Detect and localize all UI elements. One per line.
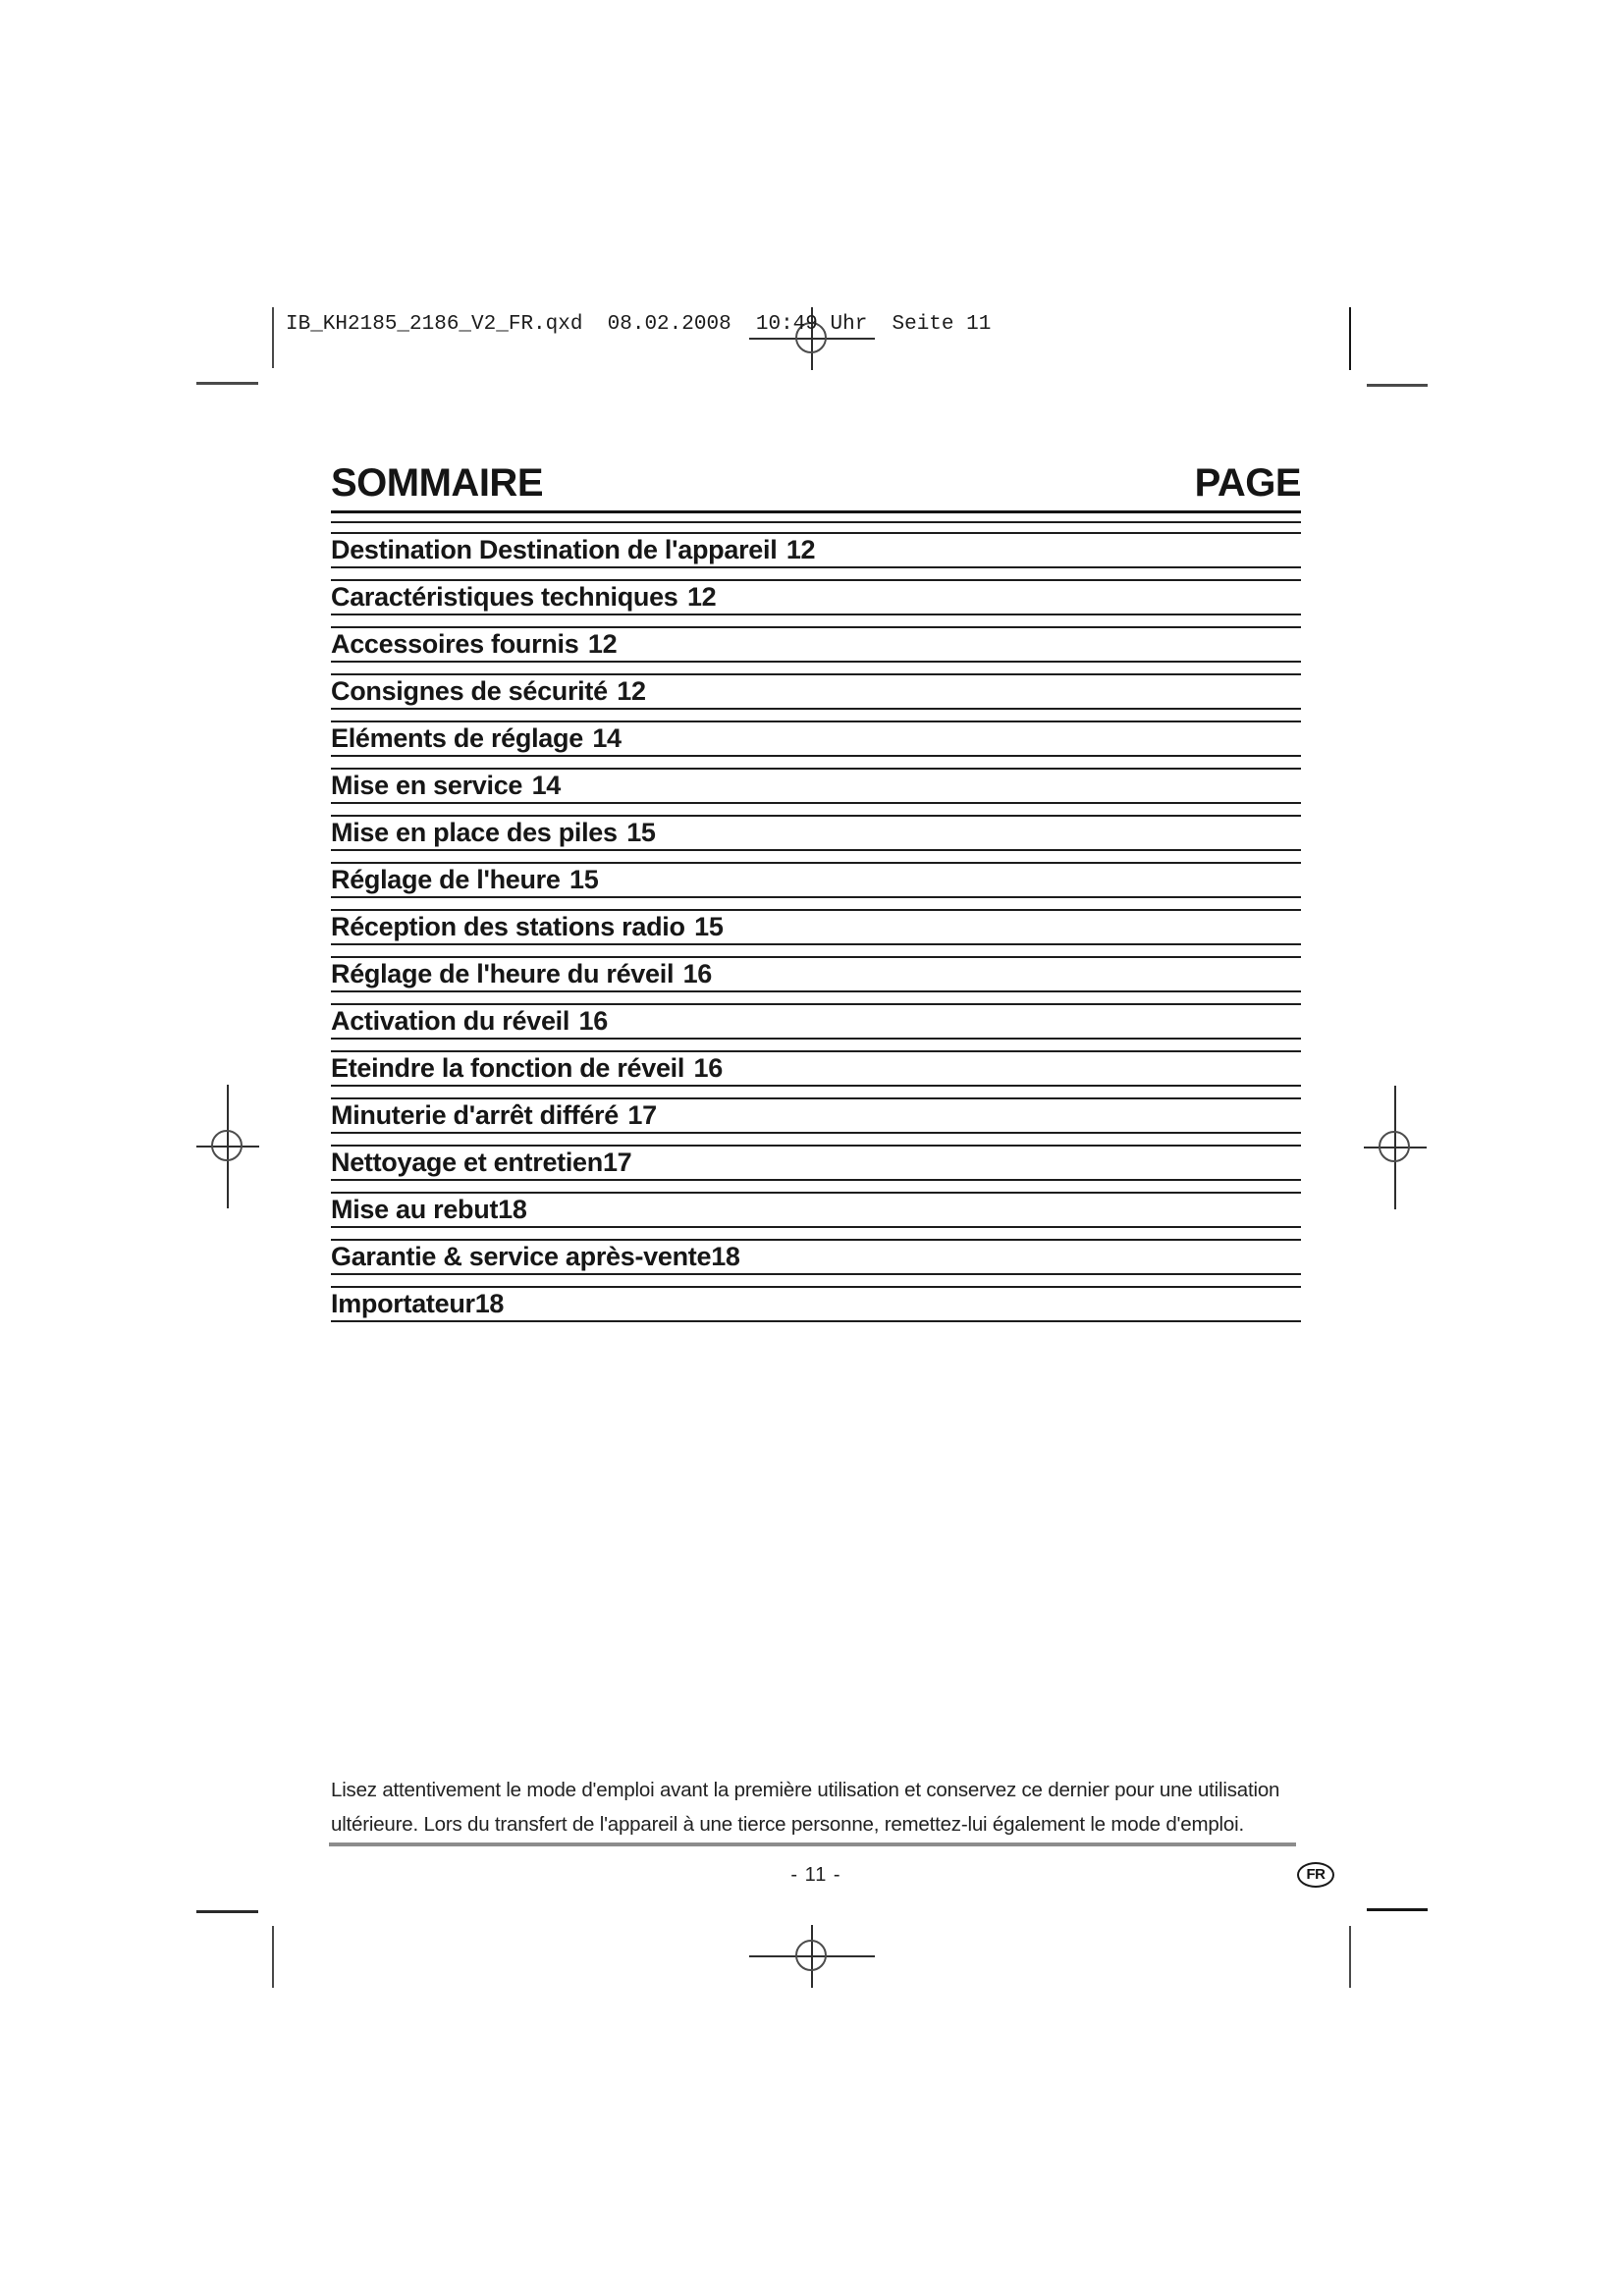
toc-row xyxy=(331,815,1301,851)
toc-entry-label: Activation du réveil xyxy=(331,1006,570,1036)
crop-mark-bottom-left-horizontal xyxy=(196,1910,258,1913)
toc-entry-page: 14 xyxy=(592,723,622,753)
toc-row xyxy=(331,532,1301,568)
toc-row xyxy=(331,1145,1301,1181)
toc-entry-page: 16 xyxy=(693,1053,723,1083)
toc-entry-label: Mise en service xyxy=(331,771,523,800)
toc-row xyxy=(331,673,1301,710)
toc-entry-page: 14 xyxy=(531,771,562,800)
crop-mark-top-right-horizontal xyxy=(1367,384,1428,387)
toc-row xyxy=(331,1286,1301,1322)
toc-entry-label: Mise au rebut xyxy=(331,1195,499,1224)
footer-divider-rule xyxy=(329,1842,1296,1846)
toc-entry-page: 17 xyxy=(603,1147,1301,1181)
toc-row xyxy=(331,862,1301,898)
crop-mark-bottom-right-horizontal xyxy=(1367,1908,1428,1911)
toc-entry-page: 17 xyxy=(627,1100,657,1130)
usage-note-line: ultérieure. Lors du transfert de l'appareil à une tierce personne, remettez-lui également le mode d'emploi. xyxy=(331,1813,1244,1836)
toc-entry-page: 16 xyxy=(578,1006,608,1036)
registration-mark-right-middle xyxy=(1331,1084,1459,1211)
crop-mark-bottom-left-vertical xyxy=(272,1926,274,1988)
registration-circle xyxy=(795,1940,827,1971)
toc-entry-page: 18 xyxy=(711,1241,1301,1275)
registration-mark-top-center xyxy=(748,275,876,402)
crop-mark-bottom-right-vertical xyxy=(1349,1926,1351,1988)
toc-row xyxy=(331,1003,1301,1040)
toc-entry-label: Garantie & service après-vente xyxy=(331,1242,712,1271)
toc-entry-label: Réglage de l'heure du réveil xyxy=(331,959,675,988)
table-of-contents xyxy=(331,461,1301,1333)
toc-row xyxy=(331,579,1301,615)
toc-title-underline xyxy=(331,521,1301,523)
toc-row xyxy=(331,1097,1301,1134)
toc-entry-label: Réception des stations radio xyxy=(331,912,685,941)
toc-entry-page: 12 xyxy=(785,535,816,564)
toc-entry-page: 18 xyxy=(475,1288,1301,1322)
crop-mark-top-left-vertical xyxy=(272,307,274,368)
toc-entry-page: 12 xyxy=(686,582,717,612)
page-number: - 11 - xyxy=(790,1864,841,1886)
crop-mark-top-right-vertical xyxy=(1349,307,1351,370)
language-badge-fr: FR xyxy=(1297,1862,1334,1888)
print-job-header: IB_KH2185_2186_V2_FR.qxd 08.02.2008 10:49 Uhr Seite 11 xyxy=(286,313,992,336)
registration-circle xyxy=(211,1130,243,1161)
toc-entry-label: Eteindre la fonction de réveil xyxy=(331,1053,685,1083)
toc-entry-label: Eléments de réglage xyxy=(331,723,583,753)
toc-entry-page: 15 xyxy=(626,818,656,847)
registration-mark-bottom-center xyxy=(748,1893,876,2020)
page-column-header: PAGE xyxy=(1194,461,1301,505)
registration-circle xyxy=(1379,1131,1410,1162)
usage-note xyxy=(331,1773,1303,1842)
toc-entry-label: Consignes de sécurité xyxy=(331,676,608,706)
crop-mark-top-left-horizontal xyxy=(196,382,258,385)
toc-title: SOMMAIRE xyxy=(331,461,543,505)
toc-row xyxy=(331,956,1301,992)
toc-row xyxy=(331,1050,1301,1087)
toc-rows xyxy=(331,532,1301,1322)
toc-entry-page: 16 xyxy=(682,959,713,988)
toc-entry-label: Destination Destination de l'appareil xyxy=(331,535,778,564)
toc-entry-label: Importateur xyxy=(331,1289,475,1318)
toc-entry-label: Minuterie d'arrêt différé xyxy=(331,1100,619,1130)
toc-title-bar xyxy=(331,461,1301,513)
toc-row xyxy=(331,909,1301,945)
toc-row xyxy=(331,1192,1301,1228)
toc-entry-page: 15 xyxy=(694,912,724,941)
toc-entry-label: Mise en place des piles xyxy=(331,818,618,847)
toc-entry-label: Nettoyage et entretien xyxy=(331,1148,603,1177)
toc-entry-label: Caractéristiques techniques xyxy=(331,582,678,612)
toc-entry-page: 12 xyxy=(587,629,618,659)
registration-mark-left-middle xyxy=(164,1083,292,1210)
usage-note-line: Lisez attentivement le mode d'emploi avant la première utilisation et conservez ce dernier pour une utilisation xyxy=(331,1779,1280,1801)
toc-row xyxy=(331,768,1301,804)
toc-entry-page: 12 xyxy=(617,676,646,706)
toc-entry-page: 15 xyxy=(569,865,599,894)
toc-entry-label: Accessoires fournis xyxy=(331,629,579,659)
toc-entry-page: 18 xyxy=(498,1194,1301,1228)
toc-entry-label: Réglage de l'heure xyxy=(331,865,561,894)
toc-row xyxy=(331,626,1301,663)
toc-row xyxy=(331,1239,1301,1275)
toc-row xyxy=(331,721,1301,757)
